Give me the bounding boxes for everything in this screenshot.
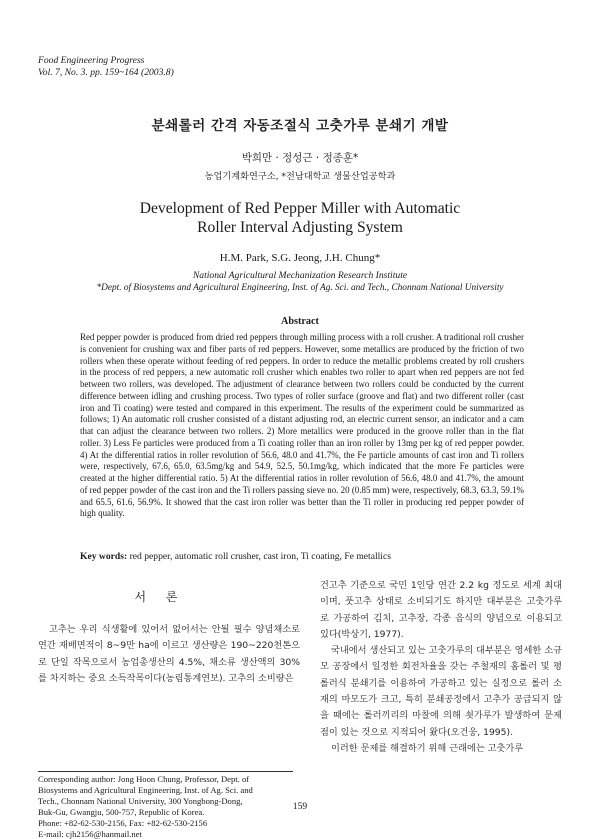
keywords bbox=[80, 551, 530, 563]
left-paragraph-1: 고추는 우리 식생활에 있어서 없어서는 안될 필수 양념채소로 연간 재배면적이 8~9만 ha에 이르고 생산량은 190~220천톤으로 단일 작목으로서 농업총생산의 4.5%, 채소류 생산액의 30%를 차지하는 중요 소득작목이다(농림통계연보). 고추의 소비량은 bbox=[38, 624, 300, 684]
english-title-line-1: Development of Red Pepper Miller with Automatic bbox=[139, 200, 461, 217]
journal-volume: Vol. 7, No. 3. pp. 159~164 (2003.8) bbox=[38, 67, 174, 78]
english-affiliation-1: National Agricultural Mechanization Research Institute bbox=[192, 270, 408, 281]
right-column bbox=[320, 578, 562, 757]
english-affiliation-2: *Dept. of Biosystems and Agricultural Engineering, Inst. of Ag. Sci. and Tech., Chonnam National University bbox=[96, 283, 504, 293]
corresp-line: Corresponding author: Jong Hoon Chung, Professor, Dept. of bbox=[38, 774, 250, 784]
corresp-line: Phone: +82-62-530-2156, Fax: +82-62-530-2156 bbox=[38, 817, 208, 828]
abstract-heading: Abstract bbox=[281, 316, 319, 327]
korean-title: 분쇄롤러 간격 자동조절식 고춧가루 분쇄기 개발 bbox=[151, 118, 449, 134]
footnote-divider bbox=[38, 771, 293, 772]
corresp-line: Tech., Chonnam National University, 300 Yongbong-Dong, bbox=[38, 795, 243, 806]
english-title-line-2: Roller Interval Adjusting System bbox=[197, 219, 403, 236]
english-title bbox=[0, 199, 600, 237]
introduction-heading: 서 론 bbox=[134, 590, 186, 604]
right-paragraph-3: 이러한 문제를 해결하기 위해 근래에는 고춧가루 bbox=[331, 742, 524, 754]
journal-name: Food Engineering Progress bbox=[38, 55, 145, 66]
korean-authors: 박희만 · 정성근 · 정종훈* bbox=[241, 152, 359, 164]
english-authors: H.M. Park, S.G. Jeong, J.H. Chung* bbox=[219, 252, 381, 264]
right-paragraph-1: 건고추 기준으로 국민 1인당 연간 2.2 kg 정도로 세계 최대이며, 풋고추 상태로 소비되기도 하지만 대부분은 고춧가루로 가공하여 김치, 고추장, 각종 음식의 양념으로 이용되고 있다(박상기, 1977). bbox=[320, 580, 562, 640]
keywords-text: red pepper, automatic roll crusher, cast iron, Ti coating, Fe metallics bbox=[129, 551, 391, 562]
corresp-email: E-mail: cjh2156@hanmail.net bbox=[38, 828, 142, 839]
right-paragraph-2: 국내에서 생산되고 있는 고춧가루의 대부분은 영세한 소규모 공장에서 일정한 회전차율을 갖는 주철재의 홈롤러 및 평롤러식 분쇄기를 이용하여 가공하고 있는 실정으로 롤러 소재의 마모도가 크고, 특히 분쇄공정에서 고추가 공급되지 않을 때에는 롤러끼리의 마찰에 의해 쇳가루가 발생하여 문제점이 있는 것으로 지적되어 왔다(오건웅, 1995). bbox=[320, 645, 562, 738]
keywords-label: Key words: bbox=[80, 551, 128, 562]
left-column bbox=[38, 622, 300, 687]
corresp-line: Buk-Gu, Gwangju, 500-757, Republic of Korea. bbox=[38, 806, 205, 817]
abstract-body: Red pepper powder is produced from dried red peppers through milling process with a roll crusher. A traditional roll crusher is convenient for crushing wax and fiber parts of red peppers. However, some metallics are produced by the friction of two rollers when these operate without feeding of red peppers. In order to reduce the metallic problems created by roll crushers in the process of red peppers, a new automatic roll crusher which enables two roller to apart when red peppers are not fed between two rollers, was developed. The adjustment of clearance between two rollers could be conducted by the current difference between idling and crushing process. Two types of roller surface (groove and flat) and two different roller (cast iron and Ti coating) were tested and compared in this experiment. The results of the experiment could be summarized as follows; 1) An automatic roll crusher consisted of a distant adjusting rod, an electric current sensor, an indicator and a cam that can adjust the clearance between two rollers. 2) More metallics were produced in the groove roller than in the flat roller. 3) Less Fe particles were produced from a Ti coating roller than an iron roller by 13mg per kg of red pepper powder. 4) At the differential ratios in roller revolution of 56.6, 48.0 and 41.7%, the Fe particle amounts of cast iron and Ti rollers were, respectively, 67.6, 65.0, 63.5mg/kg and 54.9, 52.5, 50.1mg/kg, which indicated that the more Fe particles were created at the higher differential ratio. 5) At the differential ratios in roller revolution of 56.6, 48.0 and 41.7%, the amount of red pepper powder of the cast iron and the Ti rollers passing sieve no. 20 (0.85 mm) were, respectively, 68.3, 63.3, 59.1% and 65.5, 61.6, 56.9%. It showed that the cast iron roller was better than the Ti roller in producing red pepper powder of high quality. bbox=[80, 332, 524, 519]
korean-affiliation: 농업기계화연구소, *전남대학교 생물산업공학과 bbox=[204, 171, 396, 182]
page-number: 159 bbox=[292, 801, 308, 812]
journal-header bbox=[38, 55, 174, 79]
corresp-line: Biosystems and Agricultural Engineering, Inst. of Ag. Sci. and bbox=[38, 784, 253, 795]
